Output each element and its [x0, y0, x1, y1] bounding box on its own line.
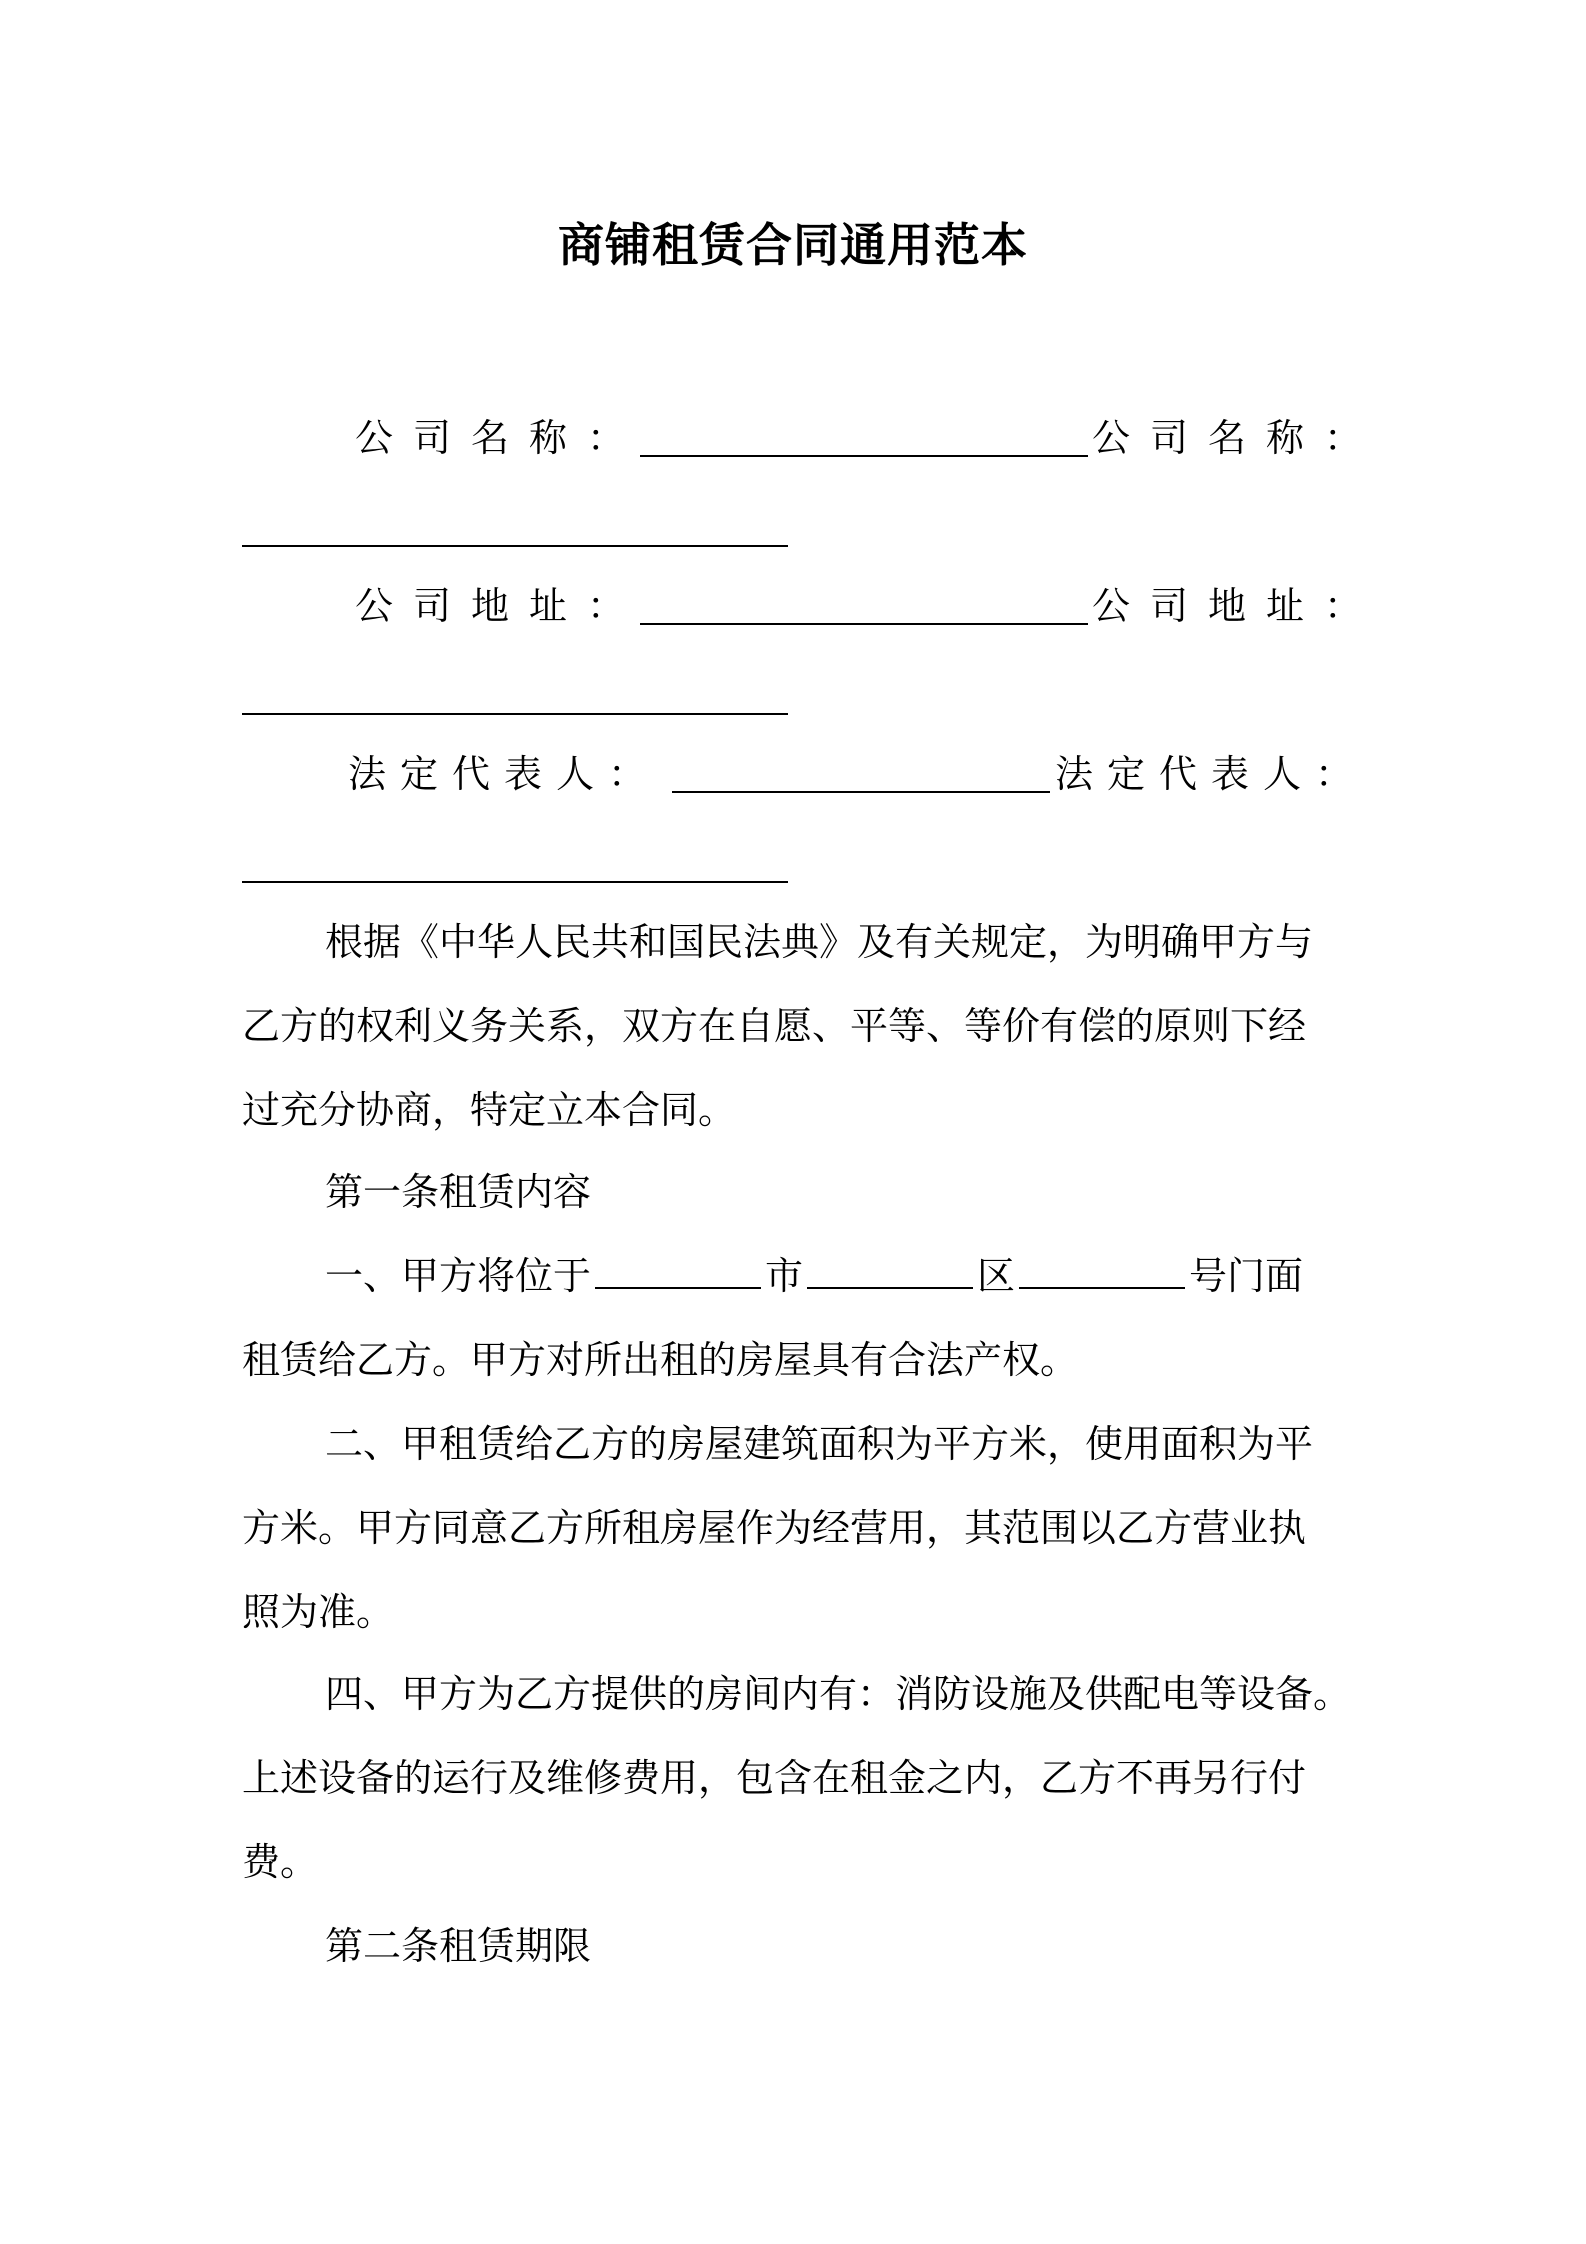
article-1-item-2-line-2: 方米。甲方同意乙方所租房屋作为经营用，其范围以乙方营业执: [242, 1506, 1307, 1550]
article-1-heading: 第一条租赁内容: [325, 1170, 592, 1214]
party-b-company-name-label: 公司名称：: [1092, 416, 1383, 460]
party-b-company-address-label: 公司地址：: [1092, 584, 1383, 628]
article-1-item-4-line-2: 上述设备的运行及维修费用，包含在租金之内，乙方不再另行付: [242, 1756, 1307, 1800]
item-1-text-district: 区: [977, 1254, 1016, 1298]
city-blank: [595, 1257, 761, 1289]
article-1-item-1-line-1: [325, 1250, 1303, 1302]
party-a-company-name-label: 公司名称：: [355, 416, 646, 460]
article-1-item-2-line-1: 二、甲租赁给乙方的房屋建筑面积为平方米，使用面积为平: [325, 1422, 1314, 1466]
party-a-legal-rep-label: 法定代表人：: [348, 752, 661, 796]
article-1-item-2-line-3: 照为准。: [242, 1590, 395, 1634]
article-1-item-4-line-1: 四、甲方为乙方提供的房间内有：消防设施及供配电等设备。: [325, 1672, 1352, 1716]
article-1-item-4-line-3: 费。: [242, 1840, 319, 1884]
party-b-company-name-blank: [242, 545, 788, 547]
district-blank: [807, 1257, 973, 1289]
article-2-heading: 第二条租赁期限: [325, 1924, 592, 1968]
party-a-company-name-blank: [640, 455, 1088, 457]
party-a-company-address-blank: [640, 623, 1088, 625]
intro-line-3: 过充分协商，特定立本合同。: [242, 1088, 737, 1132]
document-title: 商铺租赁合同通用范本: [558, 218, 1028, 272]
intro-line-2: 乙方的权利义务关系，双方在自愿、平等、等价有偿的原则下经: [242, 1004, 1307, 1048]
party-b-legal-rep-blank: [242, 881, 788, 883]
article-1-item-1-line-2: 租赁给乙方。甲方对所出租的房屋具有合法产权。: [242, 1338, 1079, 1382]
number-blank: [1019, 1257, 1185, 1289]
party-a-company-address-label: 公司地址：: [355, 584, 646, 628]
party-b-legal-rep-label: 法定代表人：: [1055, 752, 1368, 796]
item-1-text-city: 市: [765, 1254, 804, 1298]
party-b-company-address-blank: [242, 713, 788, 715]
item-1-text-storefront: 号门面: [1189, 1254, 1304, 1298]
party-a-legal-rep-blank: [672, 791, 1050, 793]
intro-line-1: 根据《中华人民共和国民法典》及有关规定，为明确甲方与: [325, 920, 1314, 964]
item-1-text-location: 一、甲方将位于: [325, 1254, 592, 1298]
